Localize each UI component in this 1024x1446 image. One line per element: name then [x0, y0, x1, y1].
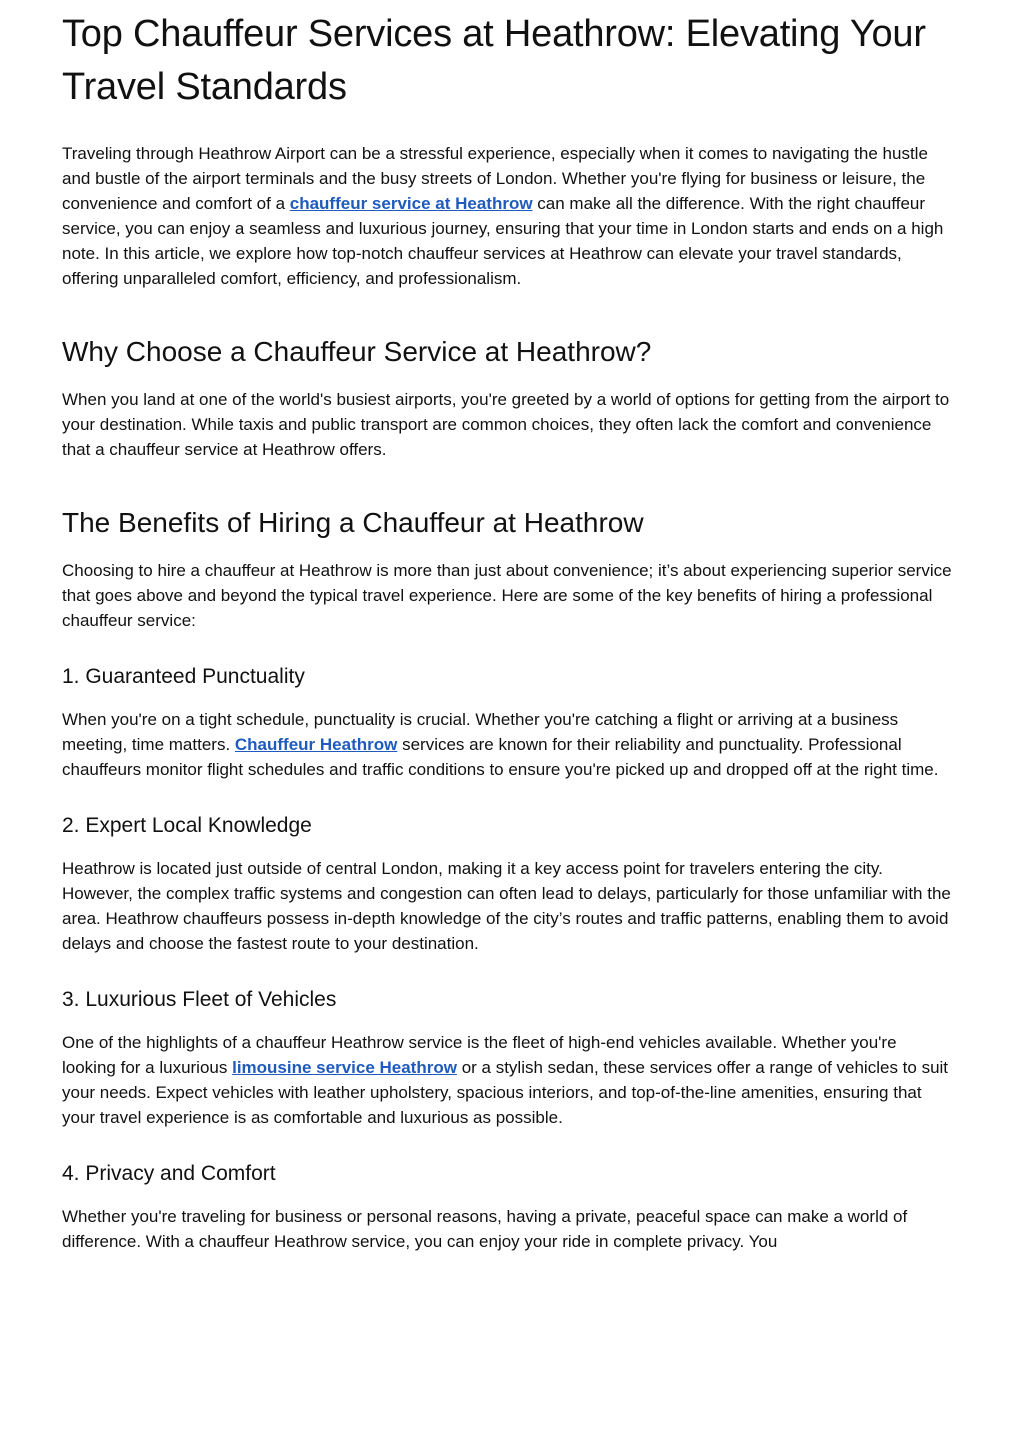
local-knowledge-heading: 2. Expert Local Knowledge	[62, 814, 312, 837]
fleet-text-before: One of the highlights of a chauffeur Heathrow service is the fleet of high-end vehicles available. Whether you're looking for a luxurious	[62, 1033, 897, 1077]
intro-text-after: can make all the difference. With the right chauffeur service, you can enjoy a seamless and luxurious journey, ensuring that your time in London starts and ends on a high note. In this article, we explore how top-notch chauffeur services at Heathrow can elevate your travel standards, offering unparalleled comfort, efficiency, and professionalism.	[62, 194, 944, 288]
document-page	[62, 0, 952, 1254]
chauffeur-service-heathrow-link[interactable]: chauffeur service at Heathrow	[289, 194, 533, 213]
intro-text-before: Traveling through Heathrow Airport can be a stressful experience, especially when it comes to navigating the hustle and bustle of the airport terminals and the busy streets of London. Whether you're flying for business or leisure, the convenience and comfort of a	[62, 144, 928, 213]
local-knowledge-paragraph: Heathrow is located just outside of central London, making it a key access point for travelers entering the city. However, the complex traffic systems and congestion can often lead to delays, particularly for those unfamiliar with the area. Heathrow chauffeurs possess in-depth knowledge of the city’s routes and traffic patterns, enabling them to avoid delays and choose the fastest route to your destination.	[62, 859, 951, 953]
fleet-text-after: or a stylish sedan, these services offer a range of vehicles to suit your needs. Expect vehicles with leather upholstery, spacious interiors, and top-of-the-line amenities, ensuring that your travel experience is as comfortable and luxurious as possible.	[62, 1058, 949, 1127]
limousine-service-heathrow-link[interactable]: limousine service Heathrow	[232, 1058, 457, 1077]
punctuality-text-after: services are known for their reliability and punctuality. Professional chauffeurs monitor flight schedules and traffic conditions to ensure you're picked up and dropped off at the right time.	[62, 735, 939, 779]
punctuality-paragraph	[62, 707, 952, 782]
why-choose-heading: Why Choose a Chauffeur Service at Heathrow?	[62, 336, 652, 367]
intro-paragraph	[62, 141, 952, 291]
why-choose-paragraph: When you land at one of the world's busiest airports, you're greeted by a world of options for getting from the airport to your destination. While taxis and public transport are common choices, they often lack the comfort and convenience that a chauffeur service at Heathrow offers.	[62, 390, 950, 459]
privacy-paragraph: Whether you're traveling for business or personal reasons, having a private, peaceful space can make a world of difference. With a chauffeur Heathrow service, you can enjoy your ride in complete privacy. You	[62, 1207, 908, 1251]
chauffeur-heathrow-link[interactable]: Chauffeur Heathrow	[234, 735, 398, 754]
benefits-paragraph: Choosing to hire a chauffeur at Heathrow is more than just about convenience; it’s about experiencing superior service that goes above and beyond the typical travel experience. Here are some of the key benefits of hiring a professional chauffeur service:	[62, 561, 952, 630]
benefits-heading: The Benefits of Hiring a Chauffeur at Heathrow	[62, 507, 644, 538]
page-title: Top Chauffeur Services at Heathrow: Elevating Your Travel Standards	[62, 13, 926, 108]
punctuality-heading: 1. Guaranteed Punctuality	[62, 665, 305, 688]
fleet-heading: 3. Luxurious Fleet of Vehicles	[62, 988, 337, 1011]
fleet-paragraph	[62, 1030, 952, 1130]
punctuality-text-before: When you're on a tight schedule, punctuality is crucial. Whether you're catching a flight or arriving at a business meeting, time matters.	[62, 710, 899, 754]
privacy-heading: 4. Privacy and Comfort	[62, 1162, 276, 1185]
